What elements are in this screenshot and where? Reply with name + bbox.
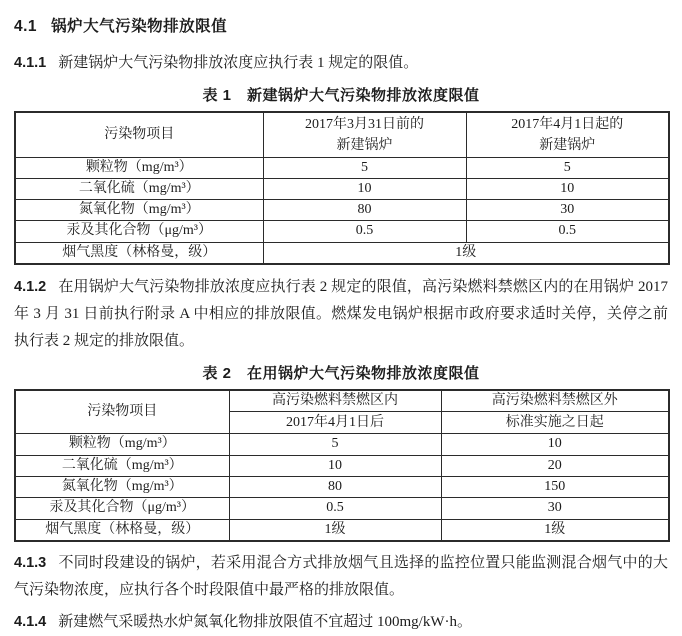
limit-value: 1级 [229, 519, 441, 541]
pollutant-label: 烟气黑度（林格曼，级） [15, 519, 229, 541]
table-2-header-col3-line2: 标准实施之日起 [441, 412, 669, 434]
table-2-caption: 表 2 在用锅炉大气污染物排放浓度限值 [202, 364, 480, 382]
table-row [15, 455, 669, 476]
table-row [15, 434, 669, 455]
clause-4-1-1 [14, 50, 668, 77]
table-row [15, 157, 669, 178]
pollutant-label: 氮氧化物（mg/m³） [15, 477, 229, 498]
table-1-header-row [15, 112, 669, 157]
table-row [15, 498, 669, 519]
table-1 [14, 111, 670, 265]
clause-4-1-4-number: 4.1.4 [14, 613, 47, 630]
clause-4-1-3 [14, 550, 668, 604]
limit-value: 10 [441, 434, 669, 455]
limit-value: 20 [441, 455, 669, 476]
table-row [15, 178, 669, 199]
limit-value: 5 [263, 157, 466, 178]
pollutant-label: 颗粒物（mg/m³） [15, 434, 229, 455]
table-2-header-pollutant: 污染物项目 [15, 390, 229, 434]
section-number: 4.1 [14, 18, 38, 35]
table-2-header-row-1 [15, 390, 669, 412]
limit-value: 5 [466, 157, 669, 178]
clause-4-1-1-text: 新建锅炉大气污染物排放浓度应执行表 1 规定的限值。 [58, 55, 419, 71]
table-2-header-col2-line2: 2017年4月1日后 [229, 412, 441, 434]
section-heading [14, 14, 668, 36]
clause-4-1-4-text: 新建燃气采暖热水炉氮氧化物排放限值不宜超过 100mg/kW·h。 [58, 613, 472, 630]
table-1-header-col2 [263, 112, 466, 157]
table-1-header-col3-line1: 2017年4月1日起的 [511, 116, 624, 132]
table-row [15, 242, 669, 264]
clause-4-1-3-text: 不同时段建设的锅炉，若采用混合方式排放烟气且选择的监控位置只能监测混合烟气中的大气污染物浓度，应执行各个时段限值中最严格的排放限值。 [14, 554, 668, 598]
limit-value: 1级 [441, 519, 669, 541]
limit-value-span: 1级 [263, 242, 669, 264]
clause-4-1-2-text: 在用锅炉大气污染物排放浓度应执行表 2 规定的限值，高污染燃料禁燃区内的在用锅炉 2017 年 3 月 31 日前执行附录 A 中相应的排放限值。燃煤发电锅炉根据市政府要求适时关停，关停之前执行表 2 规定的排放限值。 [14, 278, 668, 349]
limit-value: 5 [229, 434, 441, 455]
limit-value: 0.5 [229, 498, 441, 519]
table-1-caption: 表 1 新建锅炉大气污染物排放浓度限值 [202, 87, 480, 104]
clause-4-1-1-number: 4.1.1 [14, 55, 47, 71]
limit-value: 80 [229, 477, 441, 498]
limit-value: 30 [441, 498, 669, 519]
limit-value: 30 [466, 200, 669, 221]
limit-value: 150 [441, 477, 669, 498]
limit-value: 10 [263, 178, 466, 199]
table-1-header-col2-line1: 2017年3月31日前的 [305, 116, 424, 132]
table-row [15, 200, 669, 221]
table-1-header-pollutant: 污染物项目 [15, 112, 263, 157]
table-row [15, 477, 669, 498]
section-title: 锅炉大气污染物排放限值 [51, 18, 228, 35]
limit-value: 80 [263, 200, 466, 221]
pollutant-label: 汞及其化合物（μg/m³） [15, 221, 263, 242]
pollutant-label: 烟气黑度（林格曼，级） [15, 242, 263, 264]
clause-4-1-2-number: 4.1.2 [14, 278, 47, 295]
table-row [15, 221, 669, 242]
limit-value: 10 [229, 455, 441, 476]
pollutant-label: 氮氧化物（mg/m³） [15, 200, 263, 221]
table-row [15, 519, 669, 541]
pollutant-label: 二氧化硫（mg/m³） [15, 178, 263, 199]
table-1-header-col2-line2: 新建锅炉 [336, 137, 393, 153]
pollutant-label: 汞及其化合物（μg/m³） [15, 498, 229, 519]
limit-value: 0.5 [466, 221, 669, 242]
table-2-header-col3-line1: 高污染燃料禁燃区外 [441, 390, 669, 412]
clause-4-1-4 [14, 609, 668, 636]
table-1-header-col3-line2: 新建锅炉 [539, 137, 596, 153]
table-2-header-col2-line1: 高污染燃料禁燃区内 [229, 390, 441, 412]
table-1-header-col3 [466, 112, 669, 157]
pollutant-label: 颗粒物（mg/m³） [15, 157, 263, 178]
clause-4-1-2 [14, 274, 668, 355]
table-2 [14, 389, 670, 542]
limit-value: 0.5 [263, 221, 466, 242]
limit-value: 10 [466, 178, 669, 199]
clause-4-1-3-number: 4.1.3 [14, 554, 47, 571]
pollutant-label: 二氧化硫（mg/m³） [15, 455, 229, 476]
